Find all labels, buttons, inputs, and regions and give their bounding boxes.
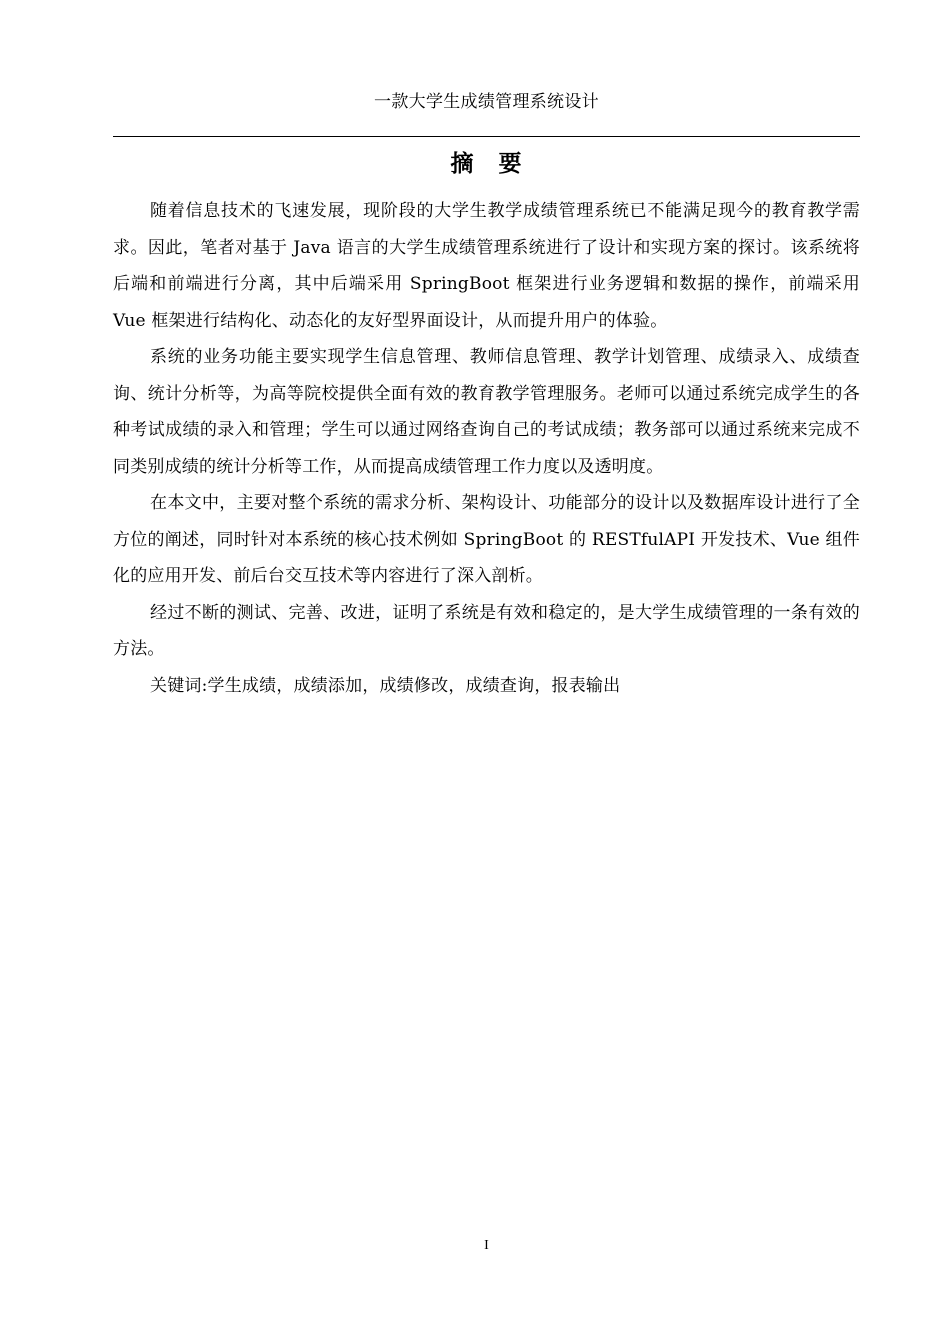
abstract-body (113, 193, 860, 704)
abstract-heading: 摘 要 (450, 151, 523, 177)
running-header: 一款大学生成绩管理系统设计 (374, 92, 599, 112)
abstract-paragraph: 经过不断的测试、完善、改进，证明了系统是有效和稳定的，是大学生成绩管理的一条有效的方法。 (113, 602, 860, 659)
header-divider (113, 136, 860, 137)
page-number: I (484, 1238, 489, 1253)
keywords: 关键词:学生成绩，成绩添加，成绩修改，成绩查询，报表输出 (150, 675, 621, 696)
abstract-paragraph: 在本文中，主要对整个系统的需求分析、架构设计、功能部分的设计以及数据库设计进行了全方位的阐述，同时针对本系统的核心技术例如 SpringBoot 的 RESTfulAPI 开发技术、Vue 组件化的应用开发、前后台交互技术等内容进行了深入剖析。 (113, 493, 860, 586)
abstract-paragraph: 随着信息技术的飞速发展，现阶段的大学生教学成绩管理系统已不能满足现今的教育教学需求。因此，笔者对基于 Java 语言的大学生成绩管理系统进行了设计和实现方案的探讨。该系统将后端和前端进行分离，其中后端采用 SpringBoot 框架进行业务逻辑和数据的操作，前端采用 Vue 框架进行结构化、动态化的友好型界面设计，从而提升用户的体验。 (113, 201, 860, 331)
abstract-paragraph: 系统的业务功能主要实现学生信息管理、教师信息管理、教学计划管理、成绩录入、成绩查询、统计分析等，为高等院校提供全面有效的教育教学管理服务。老师可以通过系统完成学生的各种考试成绩的录入和管理；学生可以通过网络查询自己的考试成绩；教务部可以通过系统来完成不同类别成绩的统计分析等工作，从而提高成绩管理工作力度以及透明度。 (113, 347, 860, 477)
